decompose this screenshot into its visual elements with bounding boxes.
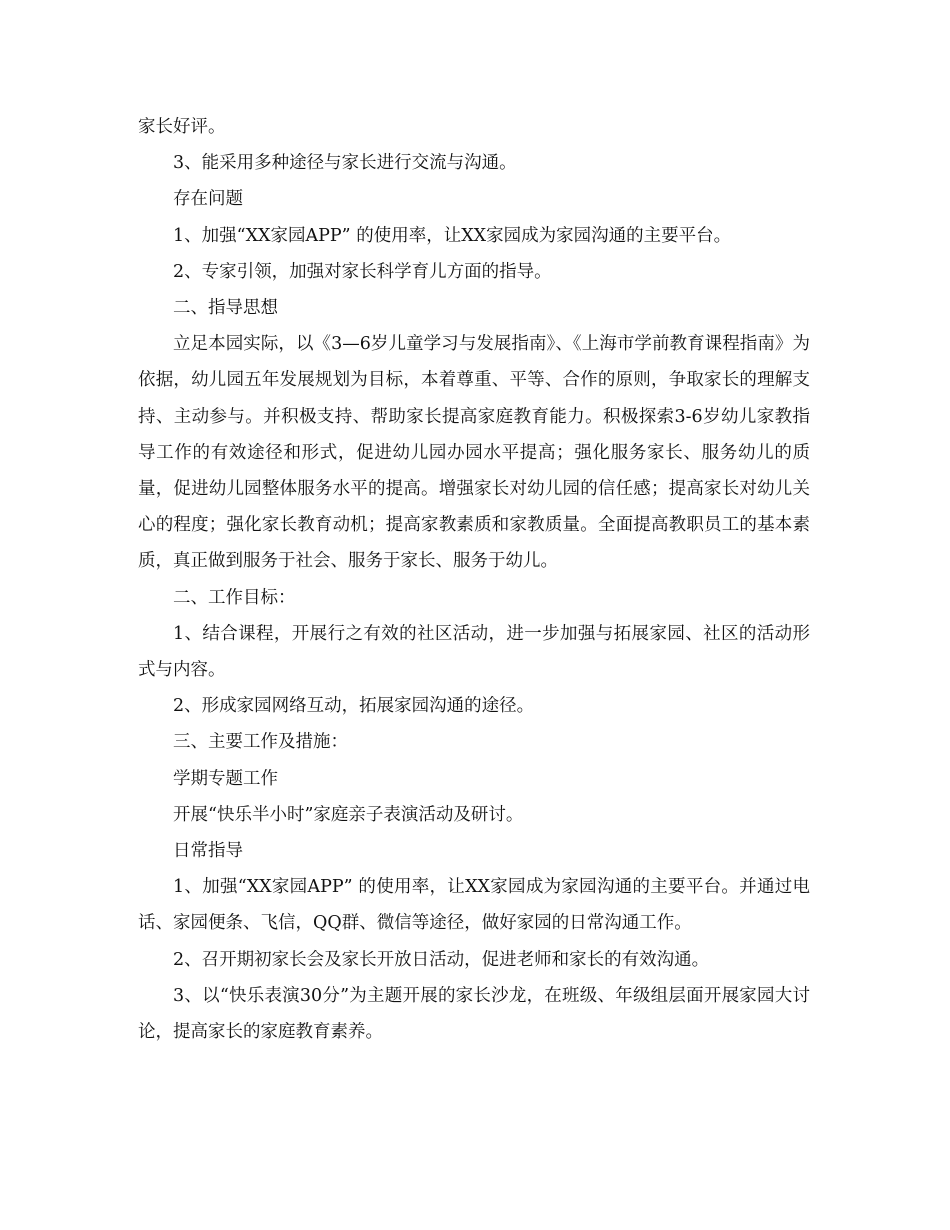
paragraph: 家长好评。 [138,117,226,137]
paragraph: 开展“快乐半小时”家庭亲子表演活动及研讨。 [173,804,524,825]
paragraph: 3、以“快乐表演30分”为主题开展的家长沙龙，在班级、年级组层面开展家园大讨论，提高家长的家庭教育素养。 [138,985,810,1043]
paragraph: 立足本园实际，以《3—6岁儿童学习与发展指南》、《上海市学前教育课程指南》为依据，幼儿园五年发展规划为目标，本着尊重、平等、合作的原则，争取家长的理解支持、主动参与。并积极支持、帮助家长提高家庭教育能力。积极探索3-6岁幼儿家教指导工作的有效途径和形式，促进幼儿园办园水平提高；强化服务家长、服务幼儿的质量，促进幼儿园整体服务水平的提高。增强家长对幼儿园的信任感；提高家长对幼儿关心的程度；强化家长教育动机；提高家教素质和家教质量。全面提高教职员工的基本素质，真正做到服务于社会、服务于家长、服务于幼儿。 [138,334,810,572]
section-heading: 三、主要工作及措施： [173,732,348,753]
paragraph: 1、加强“XX家园APP” 的使用率，让XX家园成为家园沟通的主要平台。并通过电话、家园便条、飞信，QQ群、微信等途径，做好家园的日常沟通工作。 [138,877,810,934]
section-heading: 二、工作目标： [173,587,296,608]
document-body [138,109,810,1050]
paragraph: 2、专家引领，加强对家长科学育儿方面的指导。 [173,261,552,282]
section-heading: 存在问题 [173,189,243,210]
subsection-heading: 学期专题工作 [173,768,278,789]
paragraph: 2、召开期初家长会及家长开放日活动，促进老师和家长的有效沟通。 [173,949,710,970]
paragraph: 1、加强“XX家园APP” 的使用率，让XX家园成为家园沟通的主要平台。 [173,225,732,246]
paragraph: 1、结合课程，开展行之有效的社区活动，进一步加强与拓展家园、社区的活动形式与内容。 [138,623,810,681]
paragraph: 3、能采用多种途径与家长进行交流与沟通。 [173,153,517,174]
paragraph: 2、形成家园网络互动，拓展家园沟通的途径。 [173,696,535,717]
subsection-heading: 日常指导 [173,841,243,862]
section-heading: 二、指导思想 [173,298,278,319]
